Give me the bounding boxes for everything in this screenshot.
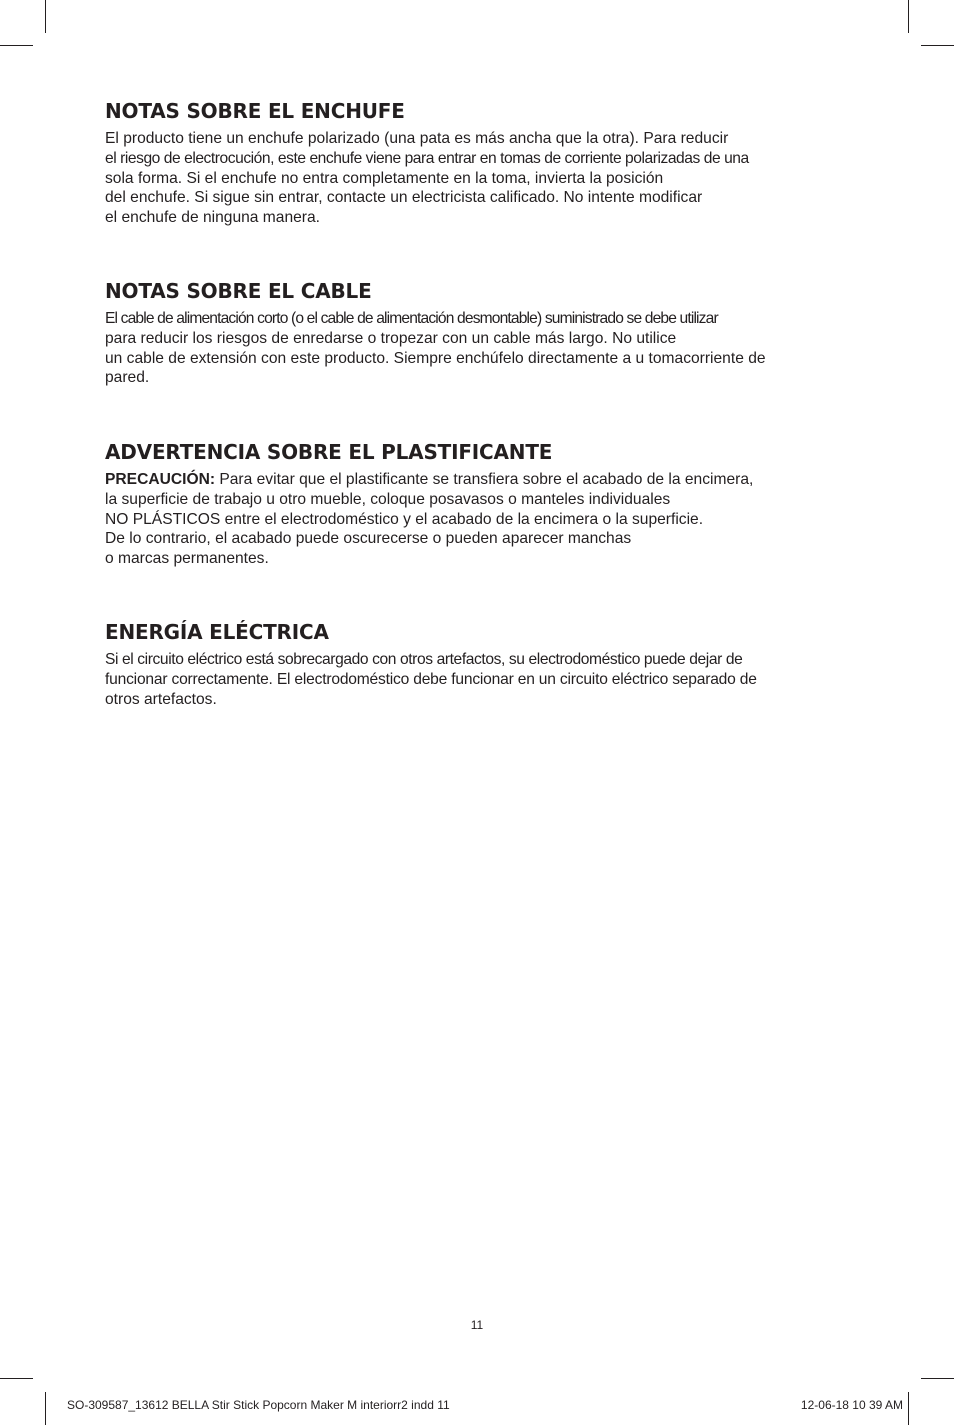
section-cord-notes (105, 279, 851, 388)
section-heading: NOTAS SOBRE EL ENCHUFE (105, 99, 405, 123)
crop-mark-top-left-horizontal (0, 45, 33, 46)
crop-mark-bottom-right-horizontal (921, 1378, 954, 1379)
caution-label: PRECAUCIÓN: (105, 471, 216, 488)
crop-mark-top-left-vertical (45, 0, 46, 33)
body-line: NO PLÁSTICOS entre el electrodoméstico y el acabado de la encimera o la superficie. (105, 510, 704, 528)
section-heading: ADVERTENCIA SOBRE EL PLASTIFICANTE (105, 440, 553, 464)
body-line: Si el circuito eléctrico está sobrecargado con otros artefactos, su electrodoméstico puede dejar de (105, 651, 743, 668)
crop-mark-bottom-right-vertical (908, 1392, 909, 1425)
crop-mark-bottom-left-vertical (45, 1392, 46, 1425)
print-slug-timestamp: 12-06-18 10 39 AM (800, 1398, 903, 1412)
body-line: un cable de extensión con este producto. Siempre enchúfelo directamente a u tomacorriente de (105, 349, 766, 367)
crop-mark-bottom-left-horizontal (0, 1378, 33, 1379)
section-heading: NOTAS SOBRE EL CABLE (105, 279, 372, 303)
body-line: la superficie de trabajo u otro mueble, coloque posavasos o manteles individuales (105, 490, 671, 508)
body-line: para reducir los riesgos de enredarse o tropezar con un cable más largo. No utilice (105, 329, 677, 347)
print-slug-file-info: SO-309587_13612 BELLA Stir Stick Popcorn Maker M interiorr2 indd 11 (67, 1398, 450, 1412)
crop-mark-top-right-vertical (908, 0, 909, 33)
body-line-first (105, 470, 851, 490)
caution-lead-text: Para evitar que el plastificante se transfiera sobre el acabado de la encimera, (215, 471, 754, 488)
section-plug-notes (105, 99, 851, 228)
body-line: pared. (105, 369, 150, 387)
section-body (105, 470, 851, 569)
body-line: el enchufe de ninguna manera. (105, 209, 321, 227)
section-body (105, 650, 851, 709)
section-body (105, 129, 851, 228)
section-electrical-power (105, 620, 851, 709)
crop-mark-top-right-horizontal (921, 45, 954, 46)
body-line: funcionar correctamente. El electrodoméstico debe funcionar en un circuito eléctrico separado de (105, 670, 757, 688)
body-line: o marcas permanentes. (105, 550, 269, 568)
body-line: el riesgo de electrocución, este enchufe viene para entrar en tomas de corriente polarizadas de una (105, 149, 749, 167)
body-line: De lo contrario, el acabado puede oscurecerse o pueden aparecer manchas (105, 530, 632, 548)
body-line: El cable de alimentación corto (o el cable de alimentación desmontable) suministrado se debe utilizar (105, 310, 718, 327)
body-line: sola forma. Si el enchufe no entra completamente en la toma, invierta la posición (105, 169, 664, 187)
section-body (105, 309, 851, 388)
body-line: El producto tiene un enchufe polarizado (una pata es más ancha que la otra). Para reducir (105, 130, 729, 147)
section-plasticizer-warning (105, 440, 851, 569)
body-line: otros artefactos. (105, 690, 217, 708)
section-heading: ENERGÍA ELÉCTRICA (105, 620, 329, 644)
page-number: 11 (470, 1318, 484, 1332)
body-line: del enchufe. Si sigue sin entrar, contacte un electricista calificado. No intente modificar (105, 189, 703, 207)
